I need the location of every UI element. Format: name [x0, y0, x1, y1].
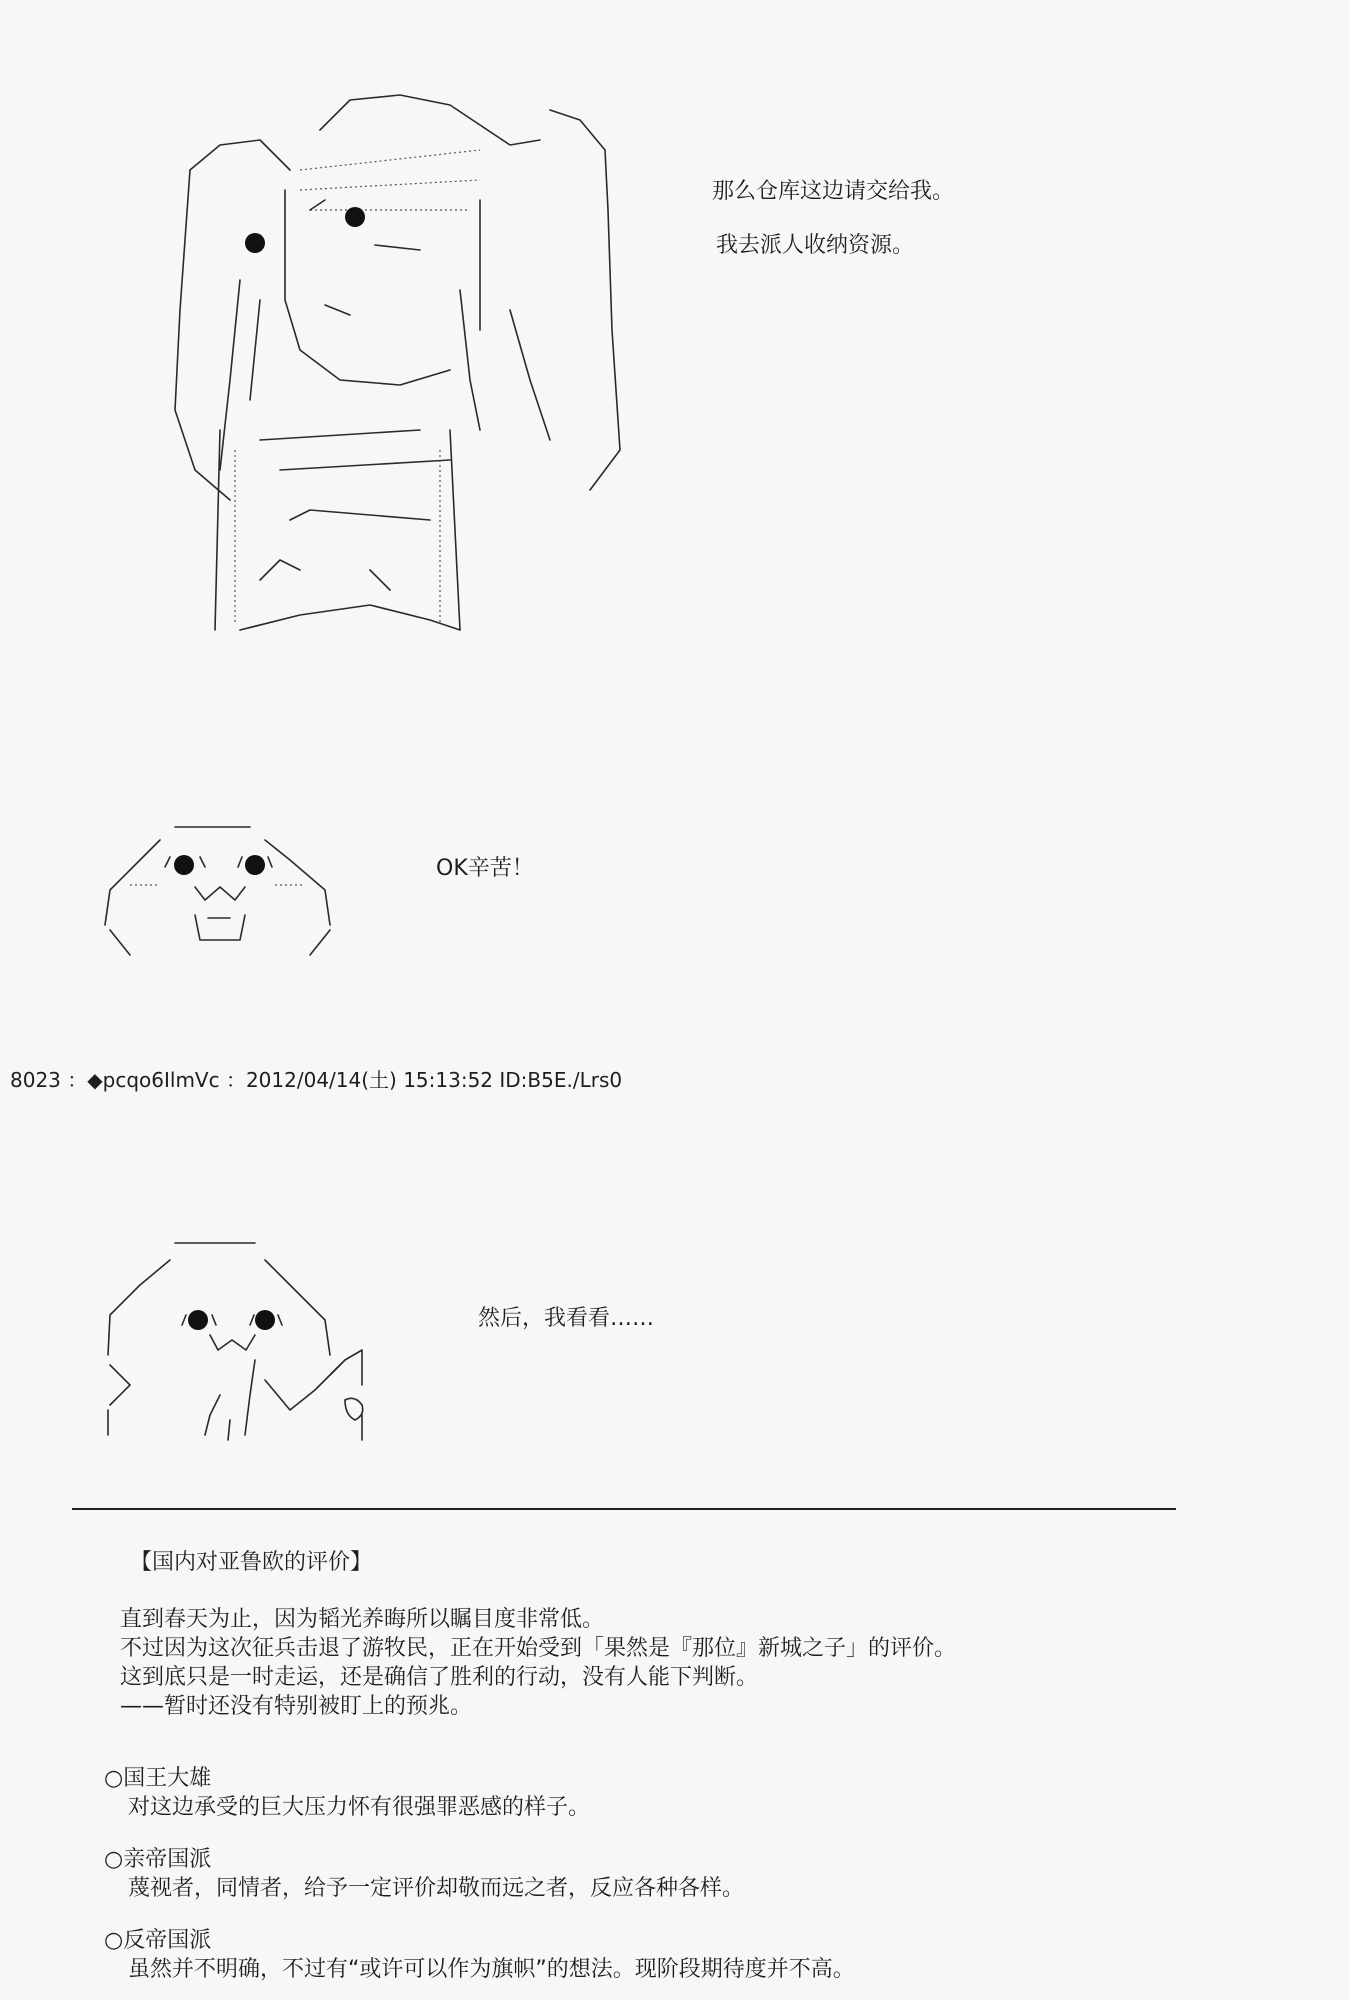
faction-text: 虽然并不明确，不过有“或许可以作为旗帜”的想法。现阶段期待度并不高。 — [128, 1957, 855, 1982]
faction-name: ○亲帝国派 — [104, 1847, 212, 1872]
ascii-art-character-small-2 — [100, 1235, 380, 1445]
evaluation-line: 直到春天为止，因为韬光养晦所以瞩目度非常低。 — [120, 1607, 605, 1632]
evaluation-line: 这到底只是一时走运，还是确信了胜利的行动，没有人能下判断。 — [120, 1665, 759, 1690]
evaluation-title: 【国内对亚鲁欧的评价】 — [130, 1550, 373, 1575]
dialogue-line-3: OK辛苦！ — [436, 856, 534, 881]
evaluation-line: 不过因为这次征兵击退了游牧民，正在开始受到「果然是『那位』新城之子」的评价。 — [120, 1636, 957, 1661]
dialogue-line-2: 我去派人收纳资源。 — [716, 233, 915, 258]
dialogue-line-1: 那么仓库这边请交给我。 — [712, 179, 955, 204]
post-header: 8023 ：◆pcqo6IlmVc ：2012/04/14(土) 15:13:52 ID:B5E./Lrs0 — [10, 1068, 623, 1092]
faction-text: 对这边承受的巨大压力怀有很强罪恶感的样子。 — [128, 1795, 591, 1820]
faction-name: ○国王大雄 — [104, 1766, 212, 1791]
evaluation-line: ——暂时还没有特别被盯上的预兆。 — [120, 1694, 473, 1719]
faction-pro-empire — [104, 1845, 744, 1903]
evaluation-paragraphs — [120, 1605, 956, 1721]
faction-name: ○反帝国派 — [104, 1928, 212, 1953]
ascii-art-character-small-1 — [100, 815, 340, 965]
section-divider — [72, 1508, 1176, 1510]
faction-text: 蔑视者，同情者，给予一定评价却敬而远之者，反应各种各样。 — [128, 1876, 745, 1901]
dialogue-line-4: 然后，我看看…… — [478, 1306, 655, 1331]
faction-anti-empire — [104, 1926, 855, 1984]
faction-king — [104, 1764, 590, 1822]
ascii-art-character-large — [150, 50, 630, 650]
